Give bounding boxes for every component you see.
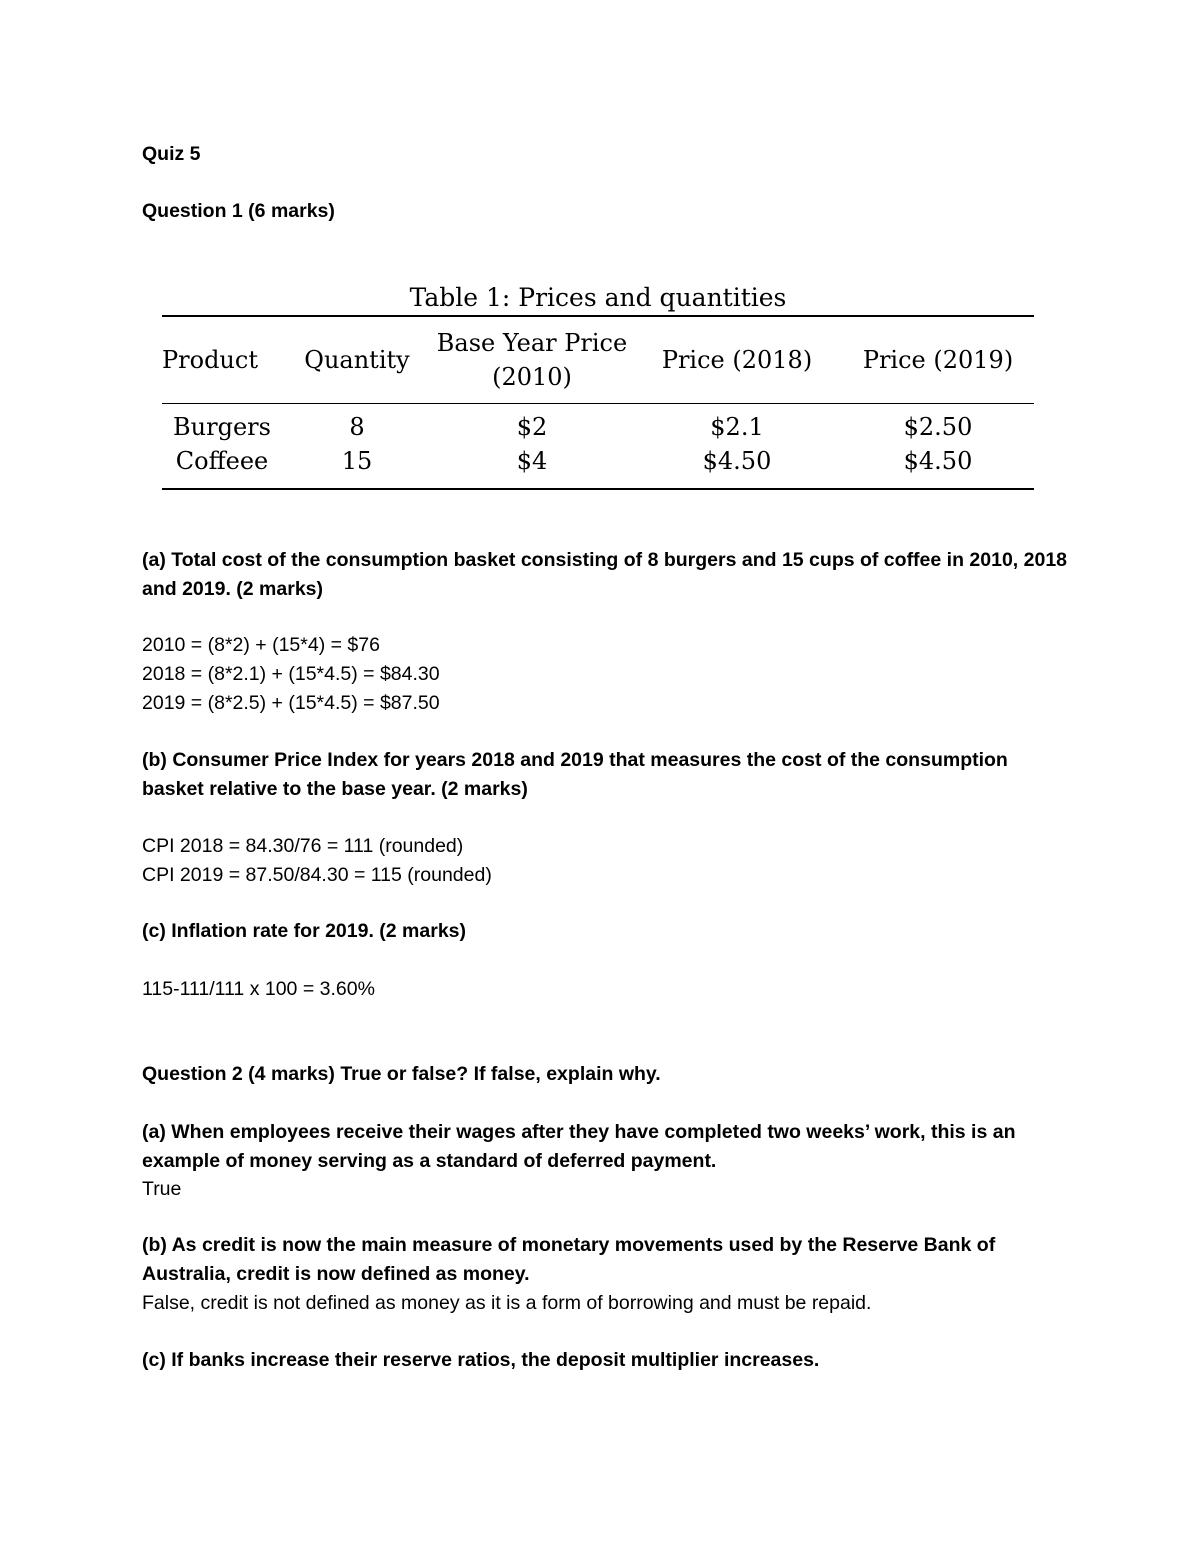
header-quantity: Quantity xyxy=(304,346,410,374)
answer-1a-line: 2019 = (8*2.5) + (15*4.5) = $87.50 xyxy=(142,692,440,714)
cell-quantity: 15 xyxy=(341,447,373,475)
table-header-row xyxy=(162,316,1034,404)
question-2b-text: (b) As credit is now the main measure of monetary movements used by the Reserve Bank of Australia, credit is now defined as money. xyxy=(142,1234,996,1285)
quiz-title: Quiz 5 xyxy=(142,143,201,165)
question-1a-text: (a) Total cost of the consumption basket consisting of 8 burgers and 15 cups of coffee in 2010, 2018 and 2019. (2 marks) xyxy=(142,549,1068,600)
header-base-line1: Base Year Price xyxy=(436,329,628,357)
header-base-line2: (2010) xyxy=(492,363,572,391)
header-product: Product xyxy=(162,346,258,374)
question-1-heading: Question 1 (6 marks) xyxy=(142,200,335,222)
cell-price-2019: $4.50 xyxy=(903,447,973,475)
answer-1b-line: CPI 2019 = 87.50/84.30 = 115 (rounded) xyxy=(142,864,492,886)
answer-1b-line: CPI 2018 = 84.30/76 = 111 (rounded) xyxy=(142,835,464,857)
cell-price-2018: $4.50 xyxy=(702,447,772,475)
table-row xyxy=(162,444,1034,489)
question-2-heading: Question 2 (4 marks) True or false? If false, explain why. xyxy=(142,1063,661,1085)
answer-2b: False, credit is not defined as money as it is a form of borrowing and must be repaid. xyxy=(142,1292,872,1314)
question-1c-text: (c) Inflation rate for 2019. (2 marks) xyxy=(142,920,467,942)
cell-product: Burgers xyxy=(173,413,271,441)
question-2c-text: (c) If banks increase their reserve ratios, the deposit multiplier increases. xyxy=(142,1349,820,1371)
cell-product: Coffeee xyxy=(175,447,269,475)
header-price-2018: Price (2018) xyxy=(661,346,813,374)
answer-1a-line: 2018 = (8*2.1) + (15*4.5) = $84.30 xyxy=(142,663,440,685)
cell-base-price: $4 xyxy=(516,447,548,475)
header-base-year-price xyxy=(432,316,632,404)
cell-base-price: $2 xyxy=(516,413,548,441)
cell-quantity: 8 xyxy=(349,413,365,441)
answer-2a: True xyxy=(142,1178,182,1200)
question-2a-text: (a) When employees receive their wages after they have completed two weeks’ work, this is an example of money serving as a standard of deferred payment. xyxy=(142,1121,1016,1172)
answer-1c: 115-111/111 x 100 = 3.60% xyxy=(142,978,375,1000)
header-price-2019: Price (2019) xyxy=(862,346,1014,374)
answer-1a-line: 2010 = (8*2) + (15*4) = $76 xyxy=(142,634,380,656)
table-row xyxy=(162,404,1034,445)
prices-table xyxy=(162,315,1034,490)
cell-price-2019: $2.50 xyxy=(903,413,973,441)
cell-price-2018: $2.1 xyxy=(710,413,764,441)
table-caption: Table 1: Prices and quantities xyxy=(409,283,787,312)
question-1b-text: (b) Consumer Price Index for years 2018 and 2019 that measures the cost of the consumption basket relative to the base year. (2 marks) xyxy=(142,749,1008,800)
